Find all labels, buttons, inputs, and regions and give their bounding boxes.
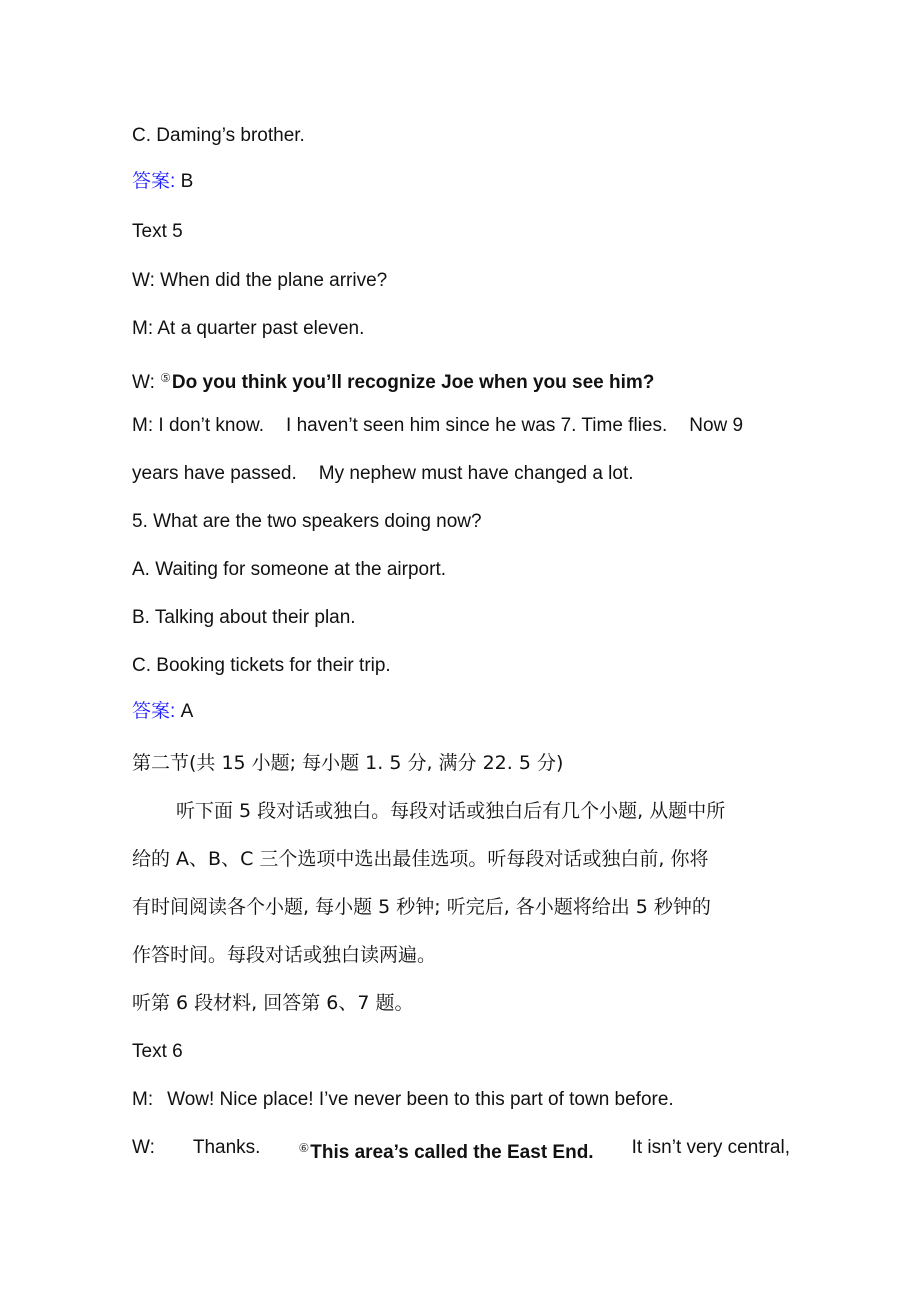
instruction-text: 听下面 5 段对话或独白。每段对话或独白后有几个小题, 从题中所: [176, 800, 726, 822]
instruction-text: 听第 6 段材料, 回答第 6、7 题。: [132, 992, 414, 1014]
speaker: W:: [132, 372, 155, 393]
t5-line-1: [132, 268, 387, 294]
text5-heading: [132, 219, 183, 245]
answer-label: 答案: [132, 170, 171, 192]
dialogue-text: At a quarter past eleven.: [157, 318, 365, 339]
dialogue-text: My nephew must have changed a lot.: [318, 463, 634, 484]
answer-value: B: [180, 171, 194, 192]
answer-label: 答案: [132, 700, 171, 722]
option-text: B. Talking about their plan.: [132, 607, 356, 628]
dialogue-text: years have passed.: [132, 463, 297, 484]
dialogue-text: M: I don’t know.: [132, 415, 265, 436]
dialogue-text: Wow! Nice place! I’ve never been to this part of town before.: [167, 1089, 674, 1110]
key-sentence: This area’s called the East End.: [310, 1142, 594, 1163]
option-c-prev: [132, 123, 305, 149]
t5-line-4b: [132, 461, 634, 487]
question-5-option-a: [132, 557, 446, 583]
dialogue-text: When did the plane arrive?: [160, 270, 388, 291]
section-heading: Text 6: [132, 1041, 183, 1062]
section-heading: Text 5: [132, 221, 183, 242]
instruction-text: 有时间阅读各个小题, 每小题 5 秒钟; 听完后, 各小题将给出 5 秒钟的: [132, 896, 711, 918]
answer-4: [132, 168, 193, 195]
section-title-text: 第二节(共 15 小题; 每小题 1. 5 分, 满分 22. 5 分): [132, 752, 564, 774]
circled-number-5-marker: ⑤: [160, 371, 171, 385]
option-text: C. Daming’s brother.: [132, 125, 305, 146]
question-text: 5. What are the two speakers doing now?: [132, 511, 482, 532]
instruction-text: 给的 A、B、C 三个选项中选出最佳选项。听每段对话或独白前, 你将: [132, 848, 709, 870]
answer-sep: :: [170, 701, 181, 722]
speaker: W:: [132, 1137, 155, 1158]
key-sentence: Do you think you’ll recognize Joe when you see him?: [171, 372, 655, 393]
instructions-line-3: [132, 894, 711, 920]
dialogue-text: It isn’t very central,: [631, 1137, 790, 1158]
text6-heading: [132, 1039, 183, 1065]
option-text: A. Waiting for someone at the airport.: [132, 559, 447, 580]
dialogue-text: Now 9: [689, 415, 744, 436]
answer-5: [132, 698, 193, 725]
question-5-option-b: [132, 605, 356, 631]
speaker: W:: [132, 270, 155, 291]
answer-value: A: [180, 701, 194, 722]
section-2-title: [132, 750, 563, 776]
t5-line-2: [132, 316, 364, 342]
answer-sep: :: [170, 171, 181, 192]
circled-number-6-marker: ⑥: [298, 1141, 310, 1155]
t6-line-2: [132, 1135, 790, 1166]
t5-line-3: [132, 365, 654, 396]
option-text: C. Booking tickets for their trip.: [132, 655, 391, 676]
instructions-line-4: [132, 942, 436, 968]
question-5: [132, 509, 482, 535]
speaker: M:: [132, 1089, 154, 1110]
listen-passage-6: [132, 990, 414, 1016]
instructions-line-1: [176, 798, 725, 824]
t5-line-4a: [132, 413, 743, 439]
instruction-text: 作答时间。每段对话或独白读两遍。: [132, 944, 437, 966]
question-5-option-c: [132, 653, 391, 679]
dialogue-text: I haven’t seen him since he was 7. Time flies.: [286, 415, 668, 436]
instructions-line-2: [132, 846, 708, 872]
dialogue-text: Thanks.: [192, 1137, 261, 1158]
speaker: M:: [132, 318, 154, 339]
t6-line-1: [132, 1087, 674, 1113]
